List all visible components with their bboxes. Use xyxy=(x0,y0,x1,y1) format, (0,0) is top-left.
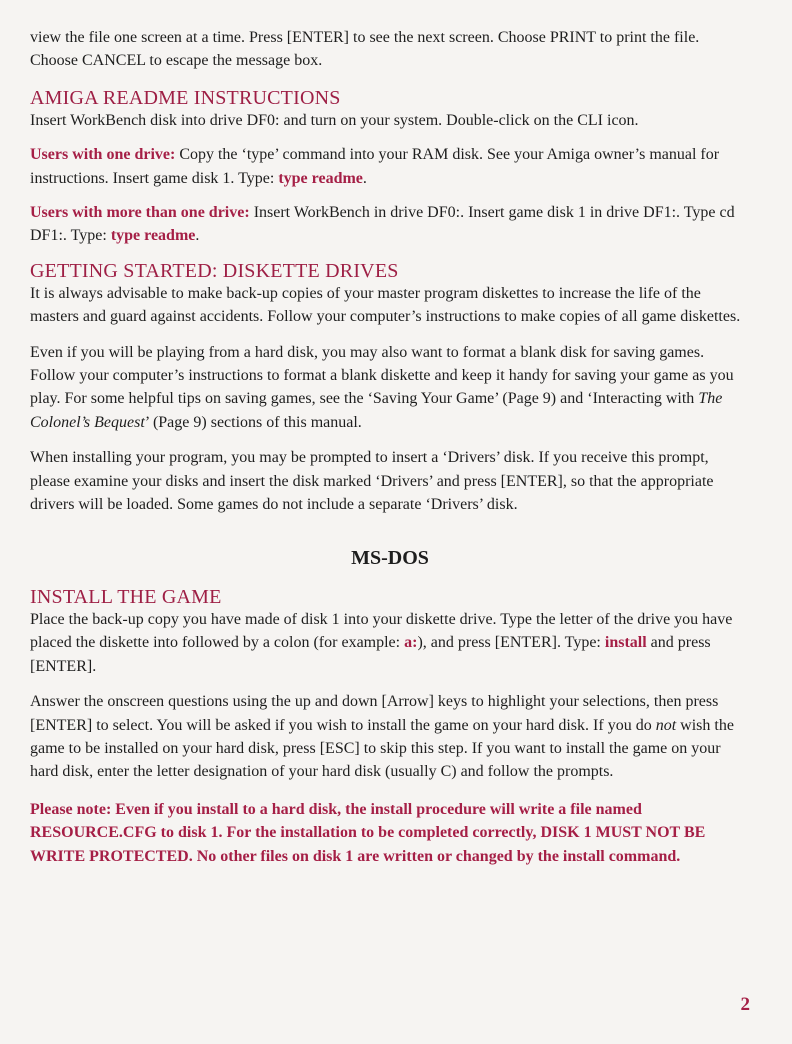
questions-text-b: wish the game to be installed on your hard disk, press [ESC] to skip this step. If you want to install the game on your hard disk, enter the letter designation of your hard disk (usually C) and follow the prompts. xyxy=(30,716,734,781)
hard-disk-paragraph xyxy=(30,341,750,435)
install-command: install xyxy=(604,634,647,652)
install-heading: INSTALL THE GAME xyxy=(30,585,222,608)
install-paragraph xyxy=(30,608,750,678)
drive-example: a: xyxy=(404,634,418,652)
msdos-title: MS-DOS xyxy=(351,546,429,569)
multi-drive-text: Insert WorkBench in drive DF0:. Insert game disk 1 in drive DF1:. Type cd DF1:. Type: xyxy=(30,204,735,245)
one-drive-command: type readme xyxy=(278,169,363,187)
amiga-readme-heading: AMIGA README INSTRUCTIONS xyxy=(30,86,341,109)
one-drive-end: . xyxy=(362,169,367,187)
one-drive-label: Users with one drive: xyxy=(30,146,176,164)
backup-paragraph: It is always advisable to make back-up copies of your master program diskettes to increase the life of the masters and guard against accidents. Follow your computer’s instructions to make copies of all game diskettes. xyxy=(30,284,741,326)
manual-page xyxy=(30,26,750,868)
multi-drive-end: . xyxy=(195,227,200,245)
getting-started-heading: GETTING STARTED: DISKETTE DRIVES xyxy=(30,259,399,282)
one-drive-text: Copy the ‘type’ command into your RAM disk. See your Amiga owner’s manual for instructions. Insert game disk 1. Type: xyxy=(30,146,720,187)
hard-disk-text-b: ’ (Page 9) sections of this manual. xyxy=(144,413,362,431)
multi-drive-label: Users with more than one drive: xyxy=(30,204,250,222)
not-emphasis: not xyxy=(655,716,677,734)
install-text-a: Place the back-up copy you have made of disk 1 into your diskette drive. Type the letter of the drive you have placed the diskette into followed by a colon (for example: xyxy=(30,610,733,652)
install-text-b: ), and press [ENTER]. Type: xyxy=(417,634,605,652)
amiga-paragraph: Insert WorkBench disk into drive DF0: and turn on your system. Double-click on the CLI icon. xyxy=(30,111,639,129)
hard-disk-text-a: Even if you will be playing from a hard disk, you may also want to format a blank disk for saving games. Follow your computer’s instructions to format a blank diskette and keep it handy for saving your game as you play. For some helpful tips on saving games, see the ‘Saving Your Game’ (Page 9) and ‘Interacting with xyxy=(30,343,734,408)
multi-drive-command: type readme xyxy=(110,227,196,245)
drivers-paragraph: When installing your program, you may be prompted to insert a ‘Drivers’ disk. If you receive this prompt, please examine your disks and insert the disk marked ‘Drivers’ and press [ENTER], so that the appropriate drivers will be loaded. Some games do not include a separate ‘Drivers’ disk. xyxy=(30,449,714,514)
onscreen-questions-paragraph xyxy=(30,690,750,784)
intro-paragraph: view the file one screen at a time. Press [ENTER] to see the next screen. Choose PRINT to print the file. Choose CANCEL to escape the message box. xyxy=(30,29,700,70)
multi-drive-paragraph xyxy=(30,201,750,248)
install-text-c: and press [ENTER]. xyxy=(30,634,711,675)
install-note: Please note: Even if you install to a hard disk, the install procedure will write a file named RESOURCE.CFG to disk 1. For the installation to be completed correctly, DISK 1 MUST NOT BE WRITE PROTECTED. No other files on disk 1 are written or changed by the install command. xyxy=(30,800,706,865)
game-title-italic: The Colonel’s Bequest xyxy=(30,390,723,431)
questions-text-a: Answer the onscreen questions using the up and down [Arrow] keys to highlight your selections, then press [ENTER] to select. You will be asked if you wish to install the game on your hard disk. If you do xyxy=(30,693,719,734)
one-drive-paragraph xyxy=(30,143,750,190)
page-number: 2 xyxy=(740,994,750,1015)
